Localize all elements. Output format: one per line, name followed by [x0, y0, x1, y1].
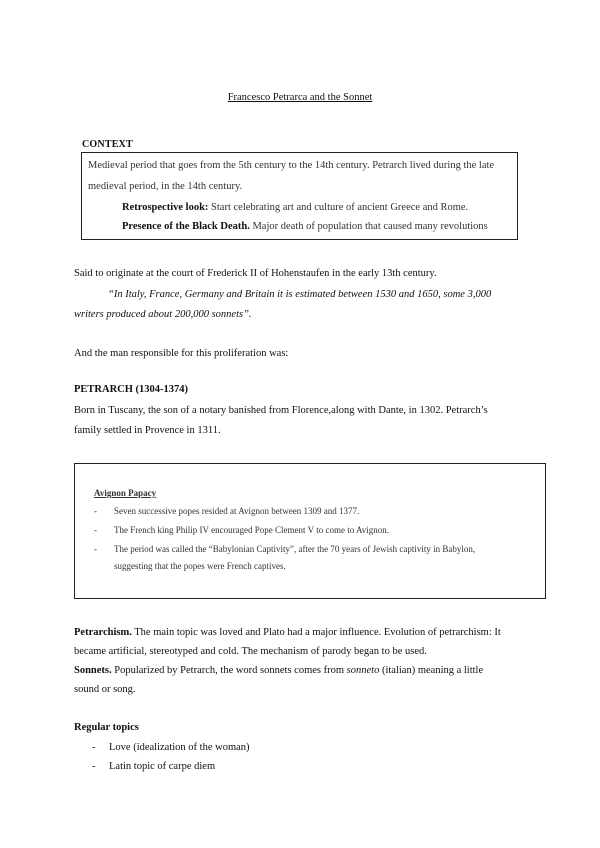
- origin-quote-line-1: “In Italy, France, Germany and Britain it is estimated between 1530 and 1650, some 3,000: [108, 289, 492, 300]
- context-black-death: [122, 221, 488, 232]
- papacy-item: The period was called the “Babylonian Captivity”, after the 70 years of Jewish captivity in Babylon,: [114, 544, 476, 554]
- papacy-bullet: -: [94, 506, 97, 516]
- sonnets-italic-word: sonneto: [346, 665, 380, 676]
- sonnets-text-b: (italian) meaning a little: [379, 665, 484, 676]
- petrarchism-text: The main topic was loved and Plato had a major influence. Evolution of petrarchism: It: [131, 627, 501, 638]
- black-death-label: Presence of the Black Death.: [122, 221, 250, 232]
- topic-item: Latin topic of carpe diem: [109, 761, 216, 772]
- petrarchism-label: Petrarchism.: [74, 627, 132, 638]
- context-line-2: medieval period, in the 14th century.: [88, 181, 243, 192]
- sonnets-line-2: sound or song.: [74, 684, 136, 695]
- black-death-text: Major death of population that caused many revolutions: [249, 221, 488, 232]
- context-retrospective: [122, 202, 468, 213]
- papacy-bullet: -: [94, 525, 97, 535]
- retrospective-label: Retrospective look:: [122, 202, 209, 213]
- petrarch-heading: PETRARCH (1304-1374): [74, 384, 189, 395]
- papacy-title: Avignon Papacy: [94, 488, 157, 498]
- origin-quote-line-2: writers produced about 200,000 sonnets”.: [74, 309, 252, 320]
- responsible-line: And the man responsible for this proliferation was:: [74, 348, 289, 359]
- papacy-bullet: -: [94, 544, 97, 554]
- papacy-item-continued: suggesting that the popes were French captives.: [114, 561, 286, 571]
- topic-item: Love (idealization of the woman): [109, 742, 250, 753]
- document-title: Francesco Petrarca and the Sonnet: [227, 92, 373, 103]
- avignon-papacy-box: [74, 463, 546, 599]
- topic-bullet: -: [92, 761, 96, 772]
- origin-line: Said to originate at the court of Frederick II of Hohenstaufen in the early 13th century.: [74, 268, 437, 279]
- petrarch-line-2: family settled in Provence in 1311.: [74, 425, 221, 436]
- petrarchism-line-2: became artificial, stereotyped and cold. The mechanism of parody began to be used.: [74, 646, 427, 657]
- petrarchism-line-1: [74, 627, 501, 638]
- regular-topics-heading: Regular topics: [74, 722, 139, 733]
- sonnets-line-1: [74, 665, 483, 676]
- sonnets-text-a: Popularized by Petrarch, the word sonnets comes from: [111, 665, 347, 676]
- retrospective-text: Start celebrating art and culture of ancient Greece and Rome.: [208, 202, 469, 213]
- topic-bullet: -: [92, 742, 96, 753]
- context-line-1: Medieval period that goes from the 5th century to the 14th century. Petrarch lived during the late: [88, 160, 495, 171]
- petrarch-line-1: Born in Tuscany, the son of a notary banished from Florence,along with Dante, in 1302. Petrarch’s: [74, 405, 488, 416]
- papacy-item: Seven successive popes resided at Avignon between 1309 and 1377.: [114, 506, 360, 516]
- context-heading: CONTEXT: [82, 139, 133, 150]
- context-box: [81, 152, 518, 240]
- papacy-item: The French king Philip IV encouraged Pope Clement V to come to Avignon.: [114, 525, 390, 535]
- sonnets-label: Sonnets.: [74, 665, 112, 676]
